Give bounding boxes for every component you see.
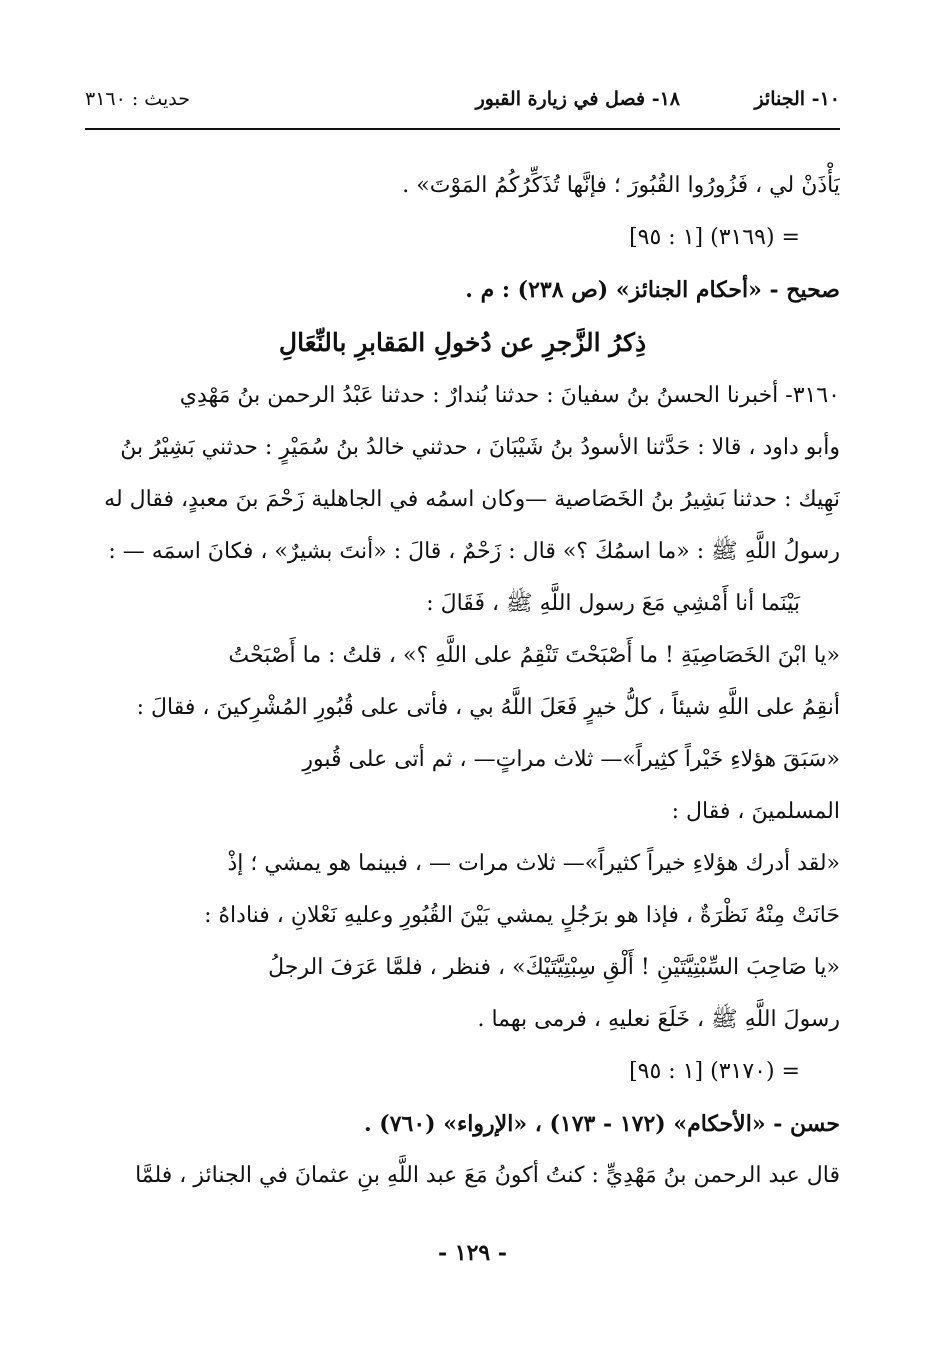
text-line: بَيْنَما أنا أَمْشِي مَعَ رسول اللَّهِ ﷺ ، فَقَالَ : [426, 591, 800, 616]
header-section: ١٨- فصل في زيارة القبور [475, 88, 680, 110]
text-line: ٣١٦٠- أخبرنا الحسنُ بنُ سفيانَ : حدثنا بُندارٌ : حدثنا عَبْدُ الرحمن بنُ مَهْدِي [179, 383, 840, 408]
header-chapter: ١٠- الجنائز [754, 88, 840, 110]
text-line: أنقِمُ على اللَّهِ شيئاً ، كلُّ خيرٍ فَعَلَ اللَّهُ بي ، فأتى على قُبُورِ المُشْرِكينَ ، فقالَ : [136, 695, 840, 720]
header-divider [85, 128, 840, 130]
text-line: يَأْذَنْ لي ، فَزُورُوا القُبُورَ ؛ فإنَّها تُذَكِّرُكُمُ المَوْتَ» . [402, 173, 840, 198]
running-header [85, 88, 840, 122]
text-line: قال عبد الرحمن بنُ مَهْدِيٍّ : كنتُ أكونُ مَعَ عبد اللَّهِ بنِ عثمانَ في الجنائز ، فلمَّا [135, 1163, 840, 1188]
text-line: وأبو داود ، قالا : حَدَّثنا الأسودُ بنُ شَيْبَانَ ، حدثني خالدُ بنُ سُمَيْرٍ : حدثني بَشِيْرُ بنُ [120, 435, 840, 460]
grading-note: حسن - «الأحكام» (١٧٢ - ١٧٣) ، «الإرواء» (٧٦٠) . [363, 1111, 840, 1137]
grading-note: صحيح - «أحكام الجنائز» (ص ٢٣٨) : م . [465, 277, 840, 303]
section-title: ذِكرُ الزَّجرِ عن دُخولِ المَقابرِ بالنِّعَالِ [278, 328, 647, 357]
text-line: «سَبَقَ هؤلاءِ خَيْراً كثِيراً»— ثلاث مراتٍ— ، ثم أتى على قُبورِ [302, 747, 840, 772]
text-line: رسولَ اللَّهِ ﷺ ، خَلَعَ نعليهِ ، فرمى بهما . [477, 1007, 840, 1032]
text-line: «لقد أدرك هؤلاءِ خيراً كثيراً»— ثلاث مرات — ، فبينما هو يمشي ؛ إذْ [227, 851, 840, 876]
text-line: «يا صَاحِبَ السِّبْتِيَّتَيْنِ ! أَلْقِ سِبْتِيَّتَيْكَ» ، فنظر ، فلمَّا عَرَفَ الرجلُ [268, 955, 840, 980]
text-line: نَهِيك : حدثنا بَشِيرُ بنُ الخَصَاصية —وكان اسمُه في الجاهلية زَحْمَ بنَ معبدٍ، فقال له [104, 487, 840, 512]
cross-reference: = (٣١٧٠) [١ : ٩٥] [629, 1059, 800, 1084]
text-line: «يا ابْنَ الخَصَاصِيَةِ ! ما أَصْبَحْتَ تَنْقِمُ على اللَّهِ ؟» ، قلتُ : ما أَصْبَحْتُ [228, 643, 840, 668]
page-body [85, 160, 840, 1202]
text-line: المسلمينَ ، فقال : [671, 799, 840, 824]
cross-reference: = (٣١٦٩) [١ : ٩٥] [629, 225, 800, 250]
text-line: حَانَتْ مِنْهُ نَظْرَةٌ ، فإذا هو برَجُلٍ يمشي بَيْنَ القُبُورِ وعليهِ نَعْلانِ ، فناداهُ : [204, 903, 840, 928]
page-number: - ١٢٩ - [437, 1240, 508, 1266]
text-line: رسولُ اللَّهِ ﷺ : «ما اسمُكَ ؟» قال : زَحْمٌ ، قالَ : «أنتَ بشيرٌ» ، فكانَ اسمَه — : [108, 539, 840, 564]
header-hadith-number: حديث : ٣١٦٠ [85, 88, 190, 110]
